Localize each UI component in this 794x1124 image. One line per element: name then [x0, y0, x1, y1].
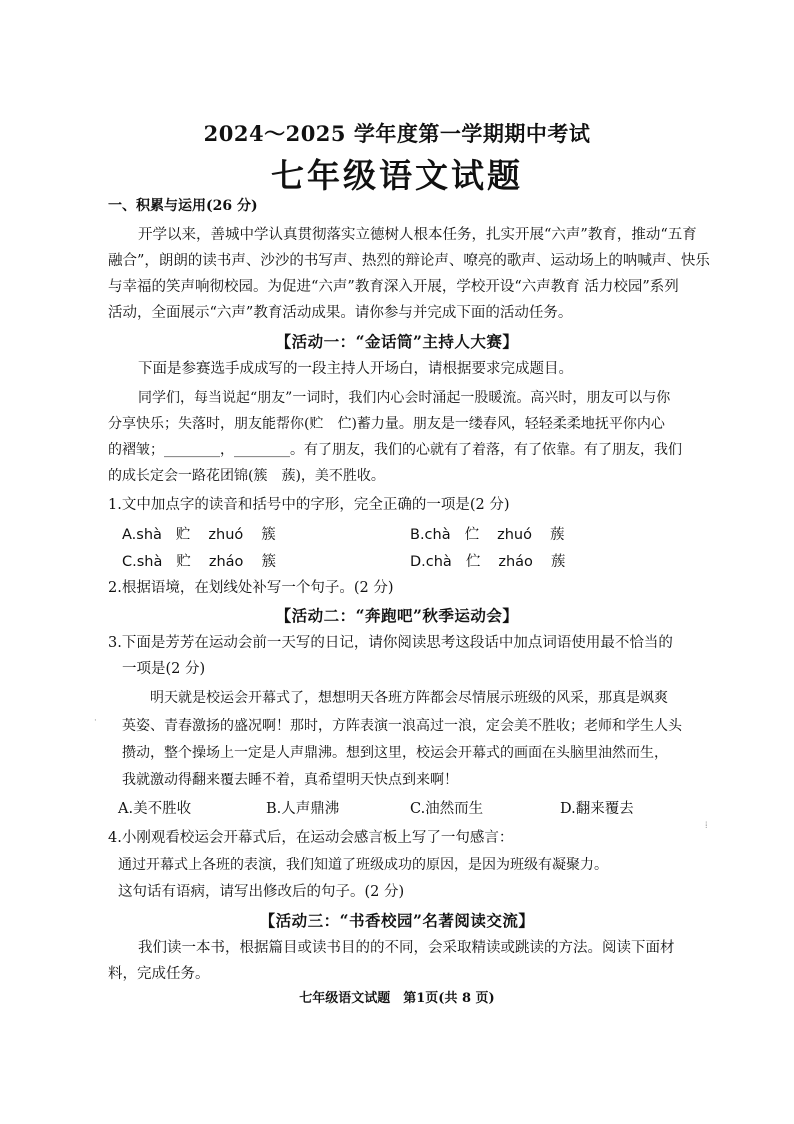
scan-speck: ⁞ — [705, 821, 708, 831]
page-footer: 七年级语文试题 第1页(共 8 页) — [299, 991, 495, 1006]
question-1: 1.文中加点字的读音和括号中的字形，完全正确的一项是(2 分) — [108, 497, 510, 513]
diary-line-1: 明天就是校运会开幕式了，想想明天各班方阵都会尽情展示班级的风采，那真是飒爽 — [150, 690, 668, 706]
q3-option-a: A.美不胜收 — [118, 801, 192, 817]
question-4: 4.小刚观看校运会开幕式后，在运动会感言板上写了一句感言： — [108, 830, 514, 846]
q1-option-d: D.chà 伫 zháo 蔟 — [410, 554, 566, 570]
question-3-line-1: 3.下面是芳芳在运动会前一天写的日记，请你阅读思考这段话中加点词语使用最不恰当的 — [108, 635, 673, 651]
q1-option-c: C.shà 贮 zháo 簇 — [122, 554, 276, 570]
diary-line-2: 英姿、青春激扬的盛况啊！那时，方阵表演一浪高过一浪，定会美不胜收；老师和学生人头 — [122, 718, 682, 734]
question-2: 2.根据语境，在划线处补写一个句子。(2 分) — [108, 580, 394, 596]
diary-line-4: 我就激动得翻来覆去睡不着，真希望明天快点到来啊！ — [122, 772, 458, 788]
activity-2-title: 【活动二：“奔跑吧”秋季运动会】 — [275, 606, 519, 625]
scan-speck: · — [94, 716, 97, 726]
section-heading: 一、积累与运用(26 分) — [108, 198, 258, 214]
activity-3-text-1: 我们读一本书，根据篇目或读书目的的不同，会采取精读或跳读的方法。阅读下面材 — [138, 940, 675, 956]
q3-option-b: B.人声鼎沸 — [266, 801, 340, 817]
intro-line-4: 活动，全面展示“六声”教育活动成果。请你参与并完成下面的活动任务。 — [108, 305, 573, 321]
question-3-line-2: 一项是(2 分) — [122, 661, 206, 677]
passage-line-3: 的褶皱；________，________。有了朋友，我们的心就有了着落，有了依靠。有了朋友，我们 — [108, 442, 682, 458]
q1-option-b: B.chà 伫 zhuó 蔟 — [410, 527, 565, 543]
intro-line-1: 开学以来，善城中学认真贯彻落实立德树人根本任务，扎实开展“六声”教育，推动“五育 — [138, 227, 697, 243]
intro-line-2: 融合”，朗朗的读书声、沙沙的书写声、热烈的辩论声、嘹亮的歌声、运动场上的呐喊声、快乐 — [108, 253, 710, 269]
q3-option-c: C.油然而生 — [410, 801, 484, 817]
passage-line-4: 的成长定会一路花团锦(簇 蔟)，美不胜收。 — [108, 468, 385, 484]
question-4-task: 这句话有语病，请写出修改后的句子。(2 分) — [118, 884, 405, 900]
activity-3-text-2: 料，完成任务。 — [108, 966, 210, 982]
paper-title: 七年级语文试题 — [271, 156, 523, 195]
passage-line-1: 同学们，每当说起“朋友”一词时，我们内心会时涌起一股暖流。高兴时，朋友可以与你 — [138, 390, 671, 406]
passage-line-2: 分享快乐；失落时，朋友能帮你(贮 伫)蓄力量。朋友是一缕春风，轻轻柔柔地抚平你内心 — [108, 416, 665, 432]
intro-line-3: 与幸福的笑声响彻校园。为促进“六声”教育深入开展，学校开设“六声教育 活力校园”系列 — [108, 279, 679, 295]
exam-title: 2024～2025 学年度第一学期期中考试 — [203, 121, 591, 146]
activity-3-title: 【活动三：“书香校园”名著阅读交流】 — [259, 911, 535, 930]
diary-line-3: 攒动，整个操场上一定是人声鼎沸。想到这里，校运会开幕式的画面在头脑里油然而生， — [122, 745, 668, 761]
activity-1-title: 【活动一：“金话筒”主持人大赛】 — [275, 332, 519, 351]
q1-option-a: A.shà 贮 zhuó 簇 — [122, 527, 276, 543]
q3-option-d: D.翻来覆去 — [560, 801, 634, 817]
activity-1-prompt: 下面是参赛选手成成写的一段主持人开场白，请根据要求完成题目。 — [138, 361, 573, 377]
question-4-quote: 通过开幕式上各班的表演，我们知道了班级成功的原因，是因为班级有凝聚力。 — [118, 857, 608, 873]
